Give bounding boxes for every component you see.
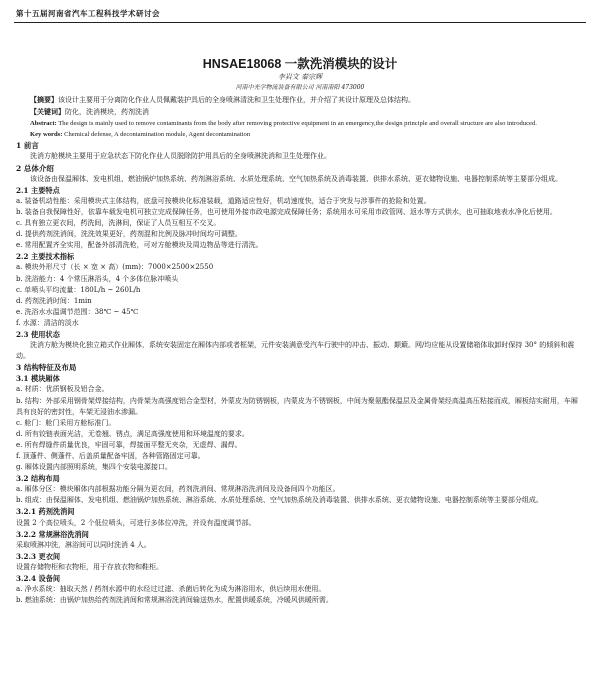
paragraph: 采取喷淋冲洗，淋浴间可以同时洗消 4 人。 xyxy=(16,540,151,549)
list-item: e. 所有焊缝件质量优良，牢固可靠，焊接面平整无夹杂，无虚焊、漏焊。 xyxy=(16,440,242,449)
subsection-heading: 3.2.3 更衣间 xyxy=(16,551,61,561)
subsection-heading: 3.2.2 常规淋浴洗消间 xyxy=(16,529,89,539)
paragraph: 该设备由保温厢体、发电机组、燃油锅炉加热系统、药剂淋浴系统、水质处理系统、空气加热系统及消毒装置、供排水系统、更衣储物设施、电器控制系统等主要部分组成。 xyxy=(30,174,562,183)
list-item: c. 单喷头平均流量：180L/h ~ 260L/h xyxy=(16,285,141,294)
subsection-heading: 2.1 主要特点 xyxy=(16,185,60,195)
abstract-en-text: The design is mainly used to remove contaminants from the body after removing protective equipment in an emergency,the design principle and overall structure are also introduced. xyxy=(58,120,537,128)
list-item: c. 舱门：舱门采用方舱标准门。 xyxy=(16,418,116,427)
list-item: b. 装备自我保障性好，依靠车载发电机可独立完成保障任务，也可使用外接市政电源完成保障任务；系统用水可采用市政管网、返水等方式供水，也可抽取地表水净化后使用。 xyxy=(16,207,557,216)
paper-title: HNSAE18068 一款洗消模块的设计 xyxy=(202,57,398,71)
list-item: a. 厢体分区：模块厢体内部根据功能分隔为更衣间，药剂洗消间、常规淋浴洗消间及设备间四个功能区。 xyxy=(16,485,340,494)
list-item: g. 厢体设置内部照明系统，集四个安装电源接口。 xyxy=(16,463,172,472)
paragraph: 洗消方舱模块主要用于应急状态下防化作业人员脱除防护用具后的全身喷淋洗消和卫生处理作业。 xyxy=(30,152,331,161)
list-item: a. 净水系统：抽取天然 / 药剂水源中的水经过过滤、杀菌后转化为成为淋浴用水，供后续用水使用。 xyxy=(16,585,326,594)
list-item: f. 水源：清洁的淡水 xyxy=(16,318,79,327)
section-heading: 2 总体介绍 xyxy=(16,163,54,173)
authors: 李岩文 秦宗辉 xyxy=(277,73,323,81)
keywords-cn-text: 防化，洗消模块，药剂洗消 xyxy=(65,108,149,117)
abstract-cn-text: 该设计主要用于分离防化作业人员佩戴装护具后的全身喷淋清洗和卫生处理作业，并介绍了其设计原理及总体结构。 xyxy=(58,96,415,104)
subsection-heading: 3.2.4 设备间 xyxy=(16,574,61,584)
subsection-heading: 3.1 模块厢体 xyxy=(16,374,60,384)
abstract-cn-label: 【摘要】 xyxy=(30,95,58,104)
list-item: a. 装备机动性能：采用模块式主体结构，底盘可按模块化标准装载，道路适应性好，机动速度快，适合于突发与涉事件的抢险和处置。 xyxy=(16,196,431,205)
list-item: e. 常用配置齐全实用，配备外部清洗枪，可对方舱模块及周边物品等进行清洗。 xyxy=(16,241,263,250)
list-item: d. 提供药剂洗消间，洗洗效果更好，药剂混和比例及脉冲时间均可调整。 xyxy=(16,230,242,239)
abstract-cn xyxy=(16,94,584,106)
abstract-en xyxy=(16,118,584,129)
section-heading: 1 前言 xyxy=(16,141,39,151)
list-item: a. 材质：优质钢板及铝合金。 xyxy=(16,385,109,394)
list-item: c. 具有独立更衣间，药洗间，洗淋间，保证了人员互相互不交叉。 xyxy=(16,219,221,228)
subsection-heading: 3.2.1 药剂洗消间 xyxy=(16,507,75,517)
abstract-en-label: Abstract: xyxy=(30,120,57,128)
keywords-cn-label: 【关键词】 xyxy=(30,107,65,117)
running-head: 第十五届河南省汽车工程科技学术研讨会 xyxy=(16,9,160,18)
paragraph: 设置 2 个高位喷头，2 个低位喷头，可进行多体位冲洗，并设有温度调节部。 xyxy=(16,518,256,527)
paragraph: 设置存储物柜和衣物柜，用于存放衣物和鞋柜。 xyxy=(16,562,163,571)
list-item: b. 燃油系统：由锅炉加热给药剂洗消间和常规淋浴洗消间输送热水，配置供暖系统，冷暖风供暖所需。 xyxy=(16,596,333,605)
paper-body xyxy=(16,94,584,606)
affiliation: 河南中光学物流装备有限公司 河南南阳 473000 xyxy=(235,84,365,91)
section-heading: 3 结构特征及布局 xyxy=(16,363,77,373)
list-item: b. 洗浴能力：4 个常压淋浴头，4 个多体位脉冲喷头 xyxy=(16,274,179,283)
list-item: d. 药剂洗消时间：1min xyxy=(16,296,92,305)
list-item: a. 模块外形尺寸（长 × 宽 × 高）(mm)：7000×2500×2550 xyxy=(16,263,214,272)
list-item: b. 组成：由保温厢体、发电机组、燃油锅炉加热系统、淋浴系统、水质处理系统、空气加热系统及消毒装置、供排水系统、更衣储物设施、电器控制系统等主要部分组成。 xyxy=(16,496,543,505)
keywords-en xyxy=(16,129,584,140)
header-rule xyxy=(14,22,586,23)
list-item: d. 所有铰链表面光洁，无卷翘、锈点，满足高强度使用和环境温度的要求。 xyxy=(16,429,249,438)
list-item: b. 结构：外部采用钢骨架焊接结构，内骨架为高强度铝合金型材，外蒙皮为防锈钢板，内蒙皮为不锈钢板，中间为聚氨酯保温层及金属骨架经高温高压粘接而成，厢板结实耐用，车厢具有良好的密封性，车架无浸油水渗漏。 xyxy=(16,396,578,416)
subsection-heading: 2.3 使用状态 xyxy=(16,329,60,339)
list-item: f. 顶蓬件、侧蓬件、后盖质量配备牢固，各种管路固定可靠。 xyxy=(16,452,205,460)
keywords-en-label: Key words: xyxy=(30,131,63,139)
subsection-heading: 2.2 主要技术指标 xyxy=(16,252,75,262)
subsection-heading: 3.2 结构布局 xyxy=(16,474,60,484)
keywords-en-text: Chemical defense, A decontamination module, Agent decontamination xyxy=(64,131,251,139)
keywords-cn xyxy=(16,106,584,118)
list-item: e. 洗浴水水温调节范围：38℃ ~ 45℃ xyxy=(16,307,139,316)
paragraph: 洗消方舱为模块化独立箱式作业厢体，系统安装固定在厢体内部或者框架，元件安装满意受汽车行驶中的冲击、振动、颠簸。网/均应能从设置储箱体取卸时保持 30° 的倾斜和震动。 xyxy=(16,341,575,361)
